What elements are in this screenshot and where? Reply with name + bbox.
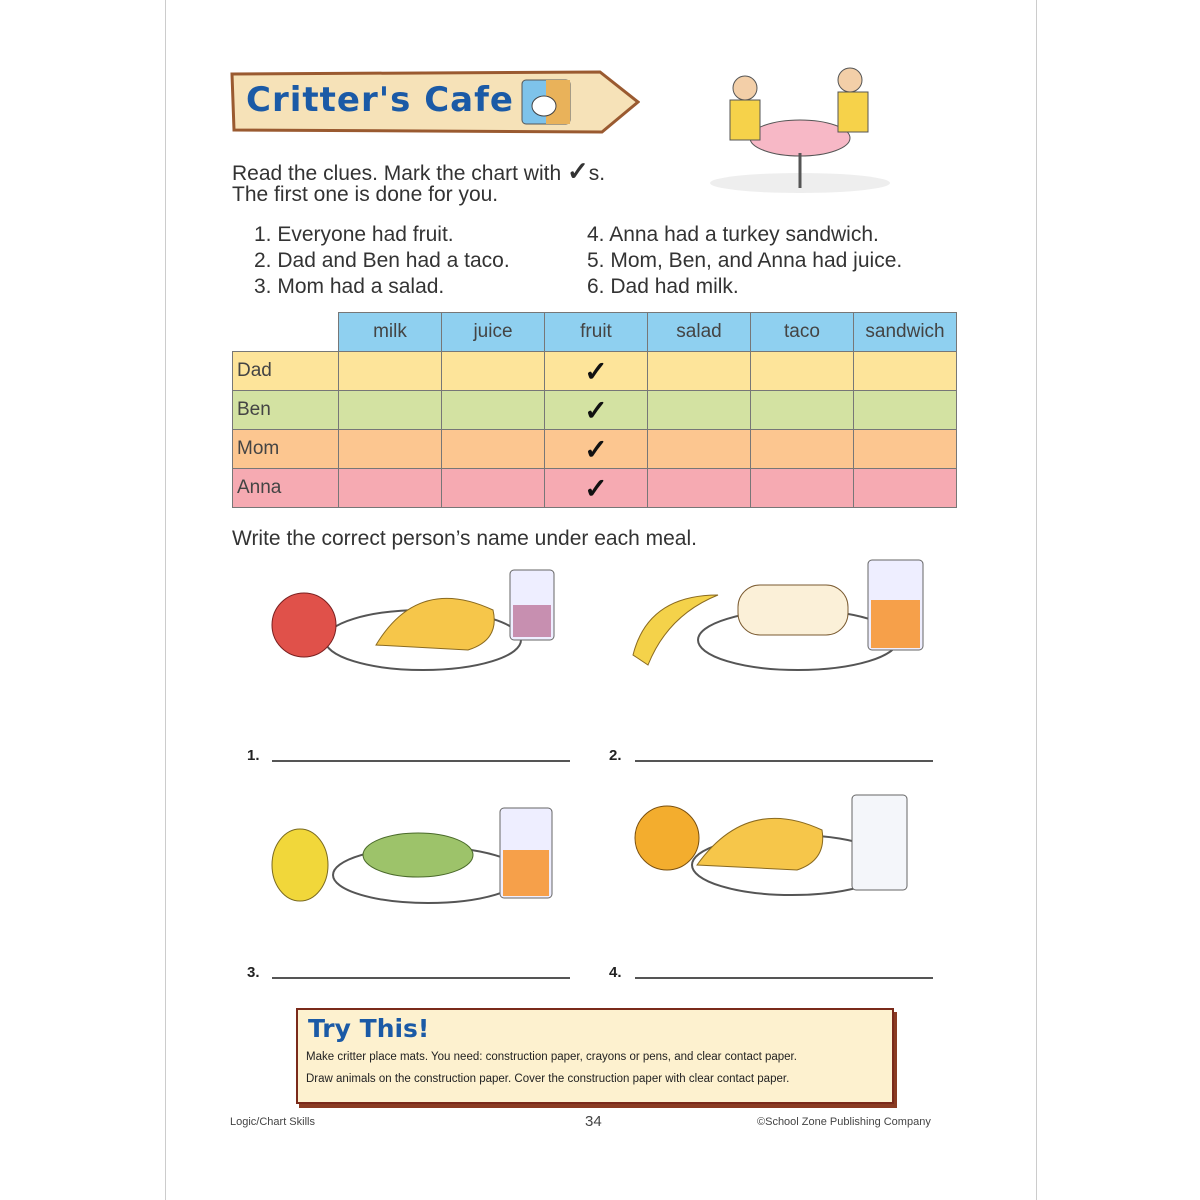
instructions-line-2: The first one is done for you. [232,183,499,206]
meal-2-illustration [628,555,928,685]
answer-4-line[interactable] [635,977,933,979]
chart-row [233,352,957,391]
chart-row [233,430,957,469]
instructions-line-1: Read the clues. Mark the chart with ✓s. [232,156,606,186]
clue-6: 6. Dad had milk. [587,275,739,298]
chart-row [233,391,957,430]
chart-cell[interactable] [854,352,957,391]
chart-cell[interactable] [648,352,751,391]
chart-cell[interactable] [442,352,545,391]
page-title: Critter's Cafe [246,80,514,120]
column-header: milk [339,313,442,352]
row-name: Mom [233,430,339,469]
answer-3-line[interactable] [272,977,570,979]
chart-cell[interactable] [648,469,751,508]
try-this-line-2: Draw animals on the construction paper. Cover the construction paper with clear contact paper. [306,1073,790,1085]
chart-cell[interactable] [751,430,854,469]
try-this-box [296,1008,894,1104]
chart-cell[interactable] [339,391,442,430]
chart-cell[interactable] [339,469,442,508]
answer-2-label: 2. [609,747,622,764]
clue-3: 3. Mom had a salad. [254,275,445,298]
chart-cell[interactable]: ✓ [545,430,648,469]
chart-cell[interactable] [751,469,854,508]
chart-header-row [233,313,957,352]
clue-5: 5. Mom, Ben, and Anna had juice. [587,249,903,272]
chart-cell[interactable] [751,391,854,430]
column-header: salad [648,313,751,352]
column-header: fruit [545,313,648,352]
chart-cell[interactable] [648,430,751,469]
chart-cell[interactable] [339,352,442,391]
clue-1: 1. Everyone had fruit. [254,223,454,246]
column-header: sandwich [854,313,957,352]
try-this-line-1: Make critter place mats. You need: construction paper, crayons or pens, and clear contact paper. [306,1051,797,1063]
answer-2-line[interactable] [635,760,933,762]
page-number: 34 [585,1113,602,1130]
chart-cell[interactable] [751,352,854,391]
chart-cell[interactable] [854,469,957,508]
chart-cell[interactable] [442,391,545,430]
chart-cell[interactable] [442,430,545,469]
row-name: Anna [233,469,339,508]
chart-cell[interactable] [339,430,442,469]
footer-copyright: ©School Zone Publishing Company [757,1116,931,1128]
meal-1-illustration [268,565,568,685]
footer-skill: Logic/Chart Skills [230,1116,315,1128]
meals-instruction: Write the correct person’s name under each meal. [232,527,697,550]
chart-cell[interactable]: ✓ [545,391,648,430]
clue-4: 4. Anna had a turkey sandwich. [587,223,879,246]
chart-row [233,469,957,508]
chart-cell[interactable] [854,391,957,430]
chart-cell[interactable] [854,430,957,469]
clue-2: 2. Dad and Ben had a taco. [254,249,510,272]
meal-3-illustration [268,800,568,910]
row-name: Ben [233,391,339,430]
chart-cell[interactable] [442,469,545,508]
answer-3-label: 3. [247,964,260,981]
try-this-title: Try This! [308,1014,430,1043]
answer-4-label: 4. [609,964,622,981]
logic-chart [232,312,957,508]
column-header: taco [751,313,854,352]
meal-4-illustration [632,790,932,910]
row-name: Dad [233,352,339,391]
chart-cell[interactable]: ✓ [545,352,648,391]
answer-1-line[interactable] [272,760,570,762]
cafe-illustration [700,58,900,198]
chart-cell[interactable] [648,391,751,430]
chart-cell[interactable]: ✓ [545,469,648,508]
answer-1-label: 1. [247,747,260,764]
column-header: juice [442,313,545,352]
